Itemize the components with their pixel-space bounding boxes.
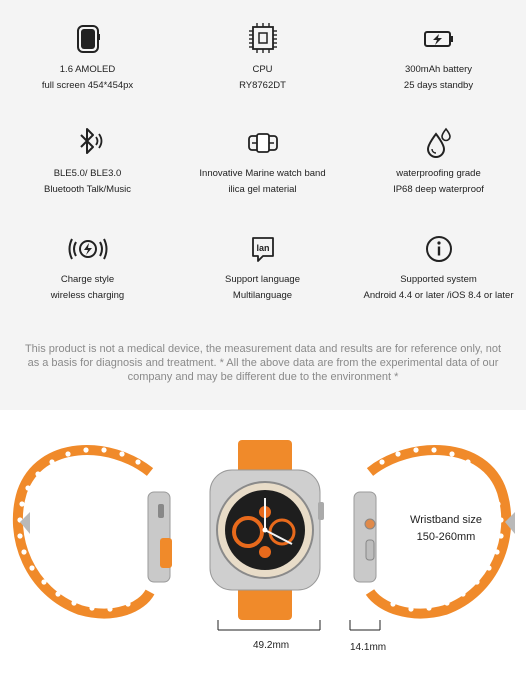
wristband-size-label (396, 512, 496, 546)
feature-battery-detail: 25 days standby (403, 80, 474, 91)
feature-system-detail: Android 4.4 or later /iOS 8.4 or later (363, 290, 514, 301)
feature-charging-detail: wireless charging (50, 290, 125, 301)
feature-display-detail: full screen 454*454px (41, 80, 134, 91)
feature-waterproof-title: waterproofing grade (396, 168, 481, 179)
feature-bluetooth (0, 126, 175, 198)
feature-band-title: Innovative Marine watch band (199, 168, 326, 179)
watch-front-view (200, 440, 330, 620)
feature-waterproof (351, 126, 526, 198)
feature-cpu-title: CPU (252, 64, 273, 75)
feature-language (175, 232, 350, 304)
speaker-left (158, 504, 164, 518)
language-icon (243, 232, 283, 266)
crown (318, 502, 324, 520)
feature-language-detail: Multilanguage (232, 290, 293, 301)
feature-system (351, 232, 526, 304)
feature-battery (351, 22, 526, 94)
crown-side (365, 519, 375, 529)
side-button (366, 540, 374, 560)
feature-system-title: Supported system (400, 274, 477, 285)
feature-cpu (175, 22, 350, 94)
feature-waterproof-detail: IP68 deep waterproof (393, 184, 484, 195)
thickness-dimension-label: 14.1mm (350, 642, 387, 653)
smartwatch-icon (68, 22, 108, 56)
hand-pivot (263, 528, 268, 533)
watch-band-icon (243, 126, 283, 160)
feature-language-title: Support language (224, 274, 300, 285)
width-dimension-label: 49.2mm (253, 640, 290, 651)
chip-icon (243, 22, 283, 56)
wireless-charging-icon (68, 232, 108, 266)
feature-battery-title: 300mAh battery (404, 64, 473, 75)
wristband-size-title: Wristband size (410, 514, 482, 526)
thickness-dimension-line (348, 618, 382, 632)
watch-side-view-left (0, 442, 200, 622)
feature-display-title: 1.6 AMOLED (59, 64, 116, 75)
language-icon-text: lan (255, 243, 270, 253)
battery-icon (419, 22, 459, 56)
feature-bluetooth-detail: Bluetooth Talk/Music (44, 184, 131, 195)
product-views (0, 410, 526, 686)
case-side-right (354, 492, 376, 582)
width-dimension-line (216, 618, 322, 632)
wristband-size-range: 150-260mm (416, 531, 476, 543)
bluetooth-icon (68, 126, 108, 160)
feature-display (0, 22, 175, 94)
feature-band-detail: ilica gel material (228, 184, 297, 195)
action-button-left (160, 538, 172, 568)
feature-charging (0, 232, 175, 304)
feature-charging-title: Charge style (60, 274, 115, 285)
info-icon (419, 232, 459, 266)
disclaimer-text: This product is not a medical device, the measurement data and results are for reference only, not as a basis for diagnosis and treatment. * All the above data are from the experimental data of our company and may be different due to the environment * (24, 343, 502, 383)
water-drop-icon (419, 126, 459, 160)
feature-bluetooth-title: BLE5.0/ BLE3.0 (53, 168, 122, 179)
dial-complication-bottom (259, 546, 271, 558)
feature-band (175, 126, 350, 198)
feature-cpu-detail: RY8762DT (239, 80, 286, 91)
